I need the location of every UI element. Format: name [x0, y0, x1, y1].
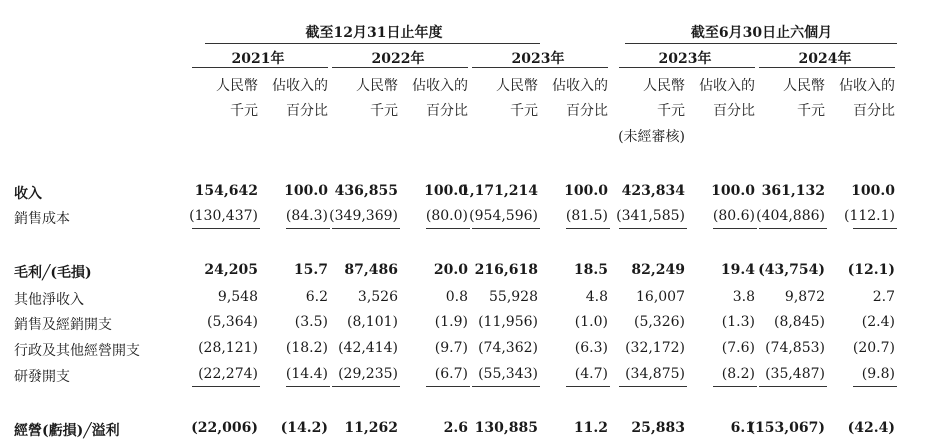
table-cell: (5,326) [633, 314, 685, 330]
header-fiscal-year-group: 截至12月31日止年度 [305, 25, 443, 41]
column-pct-label: 佔收入的 [412, 78, 468, 94]
table-cell: 3.8 [732, 289, 755, 305]
table-cell: 18.5 [573, 262, 608, 278]
column-pct-label-2: 百分比 [426, 103, 468, 119]
subtotal-rule [332, 386, 400, 387]
column-unit-scale: 千元 [370, 103, 398, 119]
table-cell: (2.4) [861, 314, 895, 330]
table-cell: 82,249 [631, 262, 685, 278]
table-cell: (14.2) [280, 420, 328, 436]
row-label: 行政及其他經營開支 [14, 343, 140, 359]
table-cell: (18.2) [285, 340, 328, 356]
table-cell: 100.0 [711, 183, 755, 199]
table-cell: (7.6) [721, 340, 755, 356]
table-cell: 87,486 [344, 262, 398, 278]
table-cell: 6.1 [730, 420, 755, 436]
table-cell: 154,642 [194, 183, 258, 199]
subtotal-rule [426, 386, 470, 387]
subtotal-rule [332, 228, 400, 229]
table-cell: (35,487) [765, 366, 825, 382]
table-cell: 6.2 [305, 289, 328, 305]
table-cell: (1.0) [574, 314, 608, 330]
table-cell: (1.9) [434, 314, 468, 330]
table-cell: (8,845) [773, 314, 825, 330]
column-year: 2024年 [798, 51, 852, 67]
row-label: 銷售及經銷開支 [14, 317, 112, 333]
subtotal-rule [759, 386, 827, 387]
column-unit-scale: 千元 [657, 103, 685, 119]
table-cell: 361,132 [761, 183, 825, 199]
table-cell: 24,205 [204, 262, 258, 278]
column-year-rule [332, 67, 468, 68]
column-unit-currency: 人民幣 [496, 78, 538, 94]
table-cell: (74,853) [765, 340, 825, 356]
table-cell: 15.7 [293, 262, 328, 278]
table-cell: (341,585) [616, 208, 685, 224]
table-cell: 16,007 [636, 289, 685, 305]
column-pct-label: 佔收入的 [839, 78, 895, 94]
table-cell: 423,834 [621, 183, 685, 199]
table-cell: (14.4) [285, 366, 328, 382]
subtotal-rule [713, 386, 757, 387]
table-cell: (20.7) [852, 340, 895, 356]
table-cell: 25,883 [631, 420, 685, 436]
table-cell: (22,274) [198, 366, 258, 382]
header-fiscal-year-rule [205, 43, 540, 44]
table-cell: (1.3) [721, 314, 755, 330]
subtotal-rule [713, 228, 757, 229]
column-pct-label: 佔收入的 [552, 78, 608, 94]
subtotal-rule [192, 228, 260, 229]
column-unit-scale: 千元 [510, 103, 538, 119]
table-cell: (8.2) [721, 366, 755, 382]
column-pct-label-2: 百分比 [713, 103, 755, 119]
table-cell: (4.7) [574, 366, 608, 382]
table-cell: 100.0 [564, 183, 608, 199]
table-cell: (34,875) [625, 366, 685, 382]
column-unit-currency: 人民幣 [783, 78, 825, 94]
column-note: (未經審核) [618, 129, 685, 145]
table-cell: (404,886) [756, 208, 825, 224]
table-cell: (11,956) [478, 314, 538, 330]
table-cell: (80.6) [712, 208, 755, 224]
column-pct-label: 佔收入的 [272, 78, 328, 94]
row-label: 其他淨收入 [14, 292, 84, 308]
subtotal-rule [853, 386, 897, 387]
table-cell: (32,172) [625, 340, 685, 356]
subtotal-rule [286, 228, 330, 229]
column-year-rule [619, 67, 755, 68]
table-cell: (8,101) [346, 314, 398, 330]
row-label: 研發開支 [14, 369, 70, 385]
table-cell: (43,754) [758, 262, 825, 278]
header-half-year-group: 截至6月30日止六個月 [690, 25, 833, 41]
column-unit-scale: 千元 [797, 103, 825, 119]
table-cell: 2.6 [443, 420, 468, 436]
table-cell: 11.2 [573, 420, 608, 436]
subtotal-rule [566, 386, 610, 387]
subtotal-rule [853, 228, 897, 229]
table-cell: 0.8 [445, 289, 468, 305]
subtotal-rule [426, 228, 470, 229]
table-cell: (29,235) [338, 366, 398, 382]
row-label: 經營(虧損)╱溢利 [14, 423, 120, 439]
row-label: 銷售成本 [14, 211, 70, 227]
table-cell: (42.4) [847, 420, 895, 436]
column-year-rule [759, 67, 895, 68]
table-cell: (84.3) [285, 208, 328, 224]
table-cell: 3,526 [357, 289, 398, 305]
table-cell: (349,369) [329, 208, 398, 224]
table-cell: (22,006) [191, 420, 258, 436]
header-half-year-rule [625, 43, 897, 44]
subtotal-rule [759, 228, 827, 229]
subtotal-rule [566, 228, 610, 229]
column-year: 2021年 [231, 51, 285, 67]
table-cell: (6.7) [434, 366, 468, 382]
table-cell: (55,343) [478, 366, 538, 382]
table-cell: 130,885 [474, 420, 538, 436]
table-cell: (42,414) [338, 340, 398, 356]
table-cell: 4.8 [585, 289, 608, 305]
table-cell: (5,364) [206, 314, 258, 330]
table-cell: 100.0 [284, 183, 328, 199]
column-year: 2023年 [658, 51, 712, 67]
table-cell: 216,618 [474, 262, 538, 278]
table-cell: (74,362) [478, 340, 538, 356]
column-year: 2023年 [511, 51, 565, 67]
table-cell: (9.8) [861, 366, 895, 382]
column-year-rule [472, 67, 608, 68]
table-cell: 9,872 [784, 289, 825, 305]
table-cell: 11,262 [344, 420, 398, 436]
table-cell: 9,548 [217, 289, 258, 305]
subtotal-rule [472, 228, 540, 229]
table-cell: (153,067) [748, 420, 825, 436]
table-cell: (12.1) [847, 262, 895, 278]
table-cell: 100.0 [424, 183, 468, 199]
column-pct-label-2: 百分比 [286, 103, 328, 119]
table-cell: (9.7) [434, 340, 468, 356]
table-cell: (954,596) [469, 208, 538, 224]
table-cell: 20.0 [433, 262, 468, 278]
table-cell: 19.4 [720, 262, 755, 278]
table-cell: (112.1) [843, 208, 895, 224]
column-unit-scale: 千元 [230, 103, 258, 119]
subtotal-rule [619, 228, 687, 229]
column-pct-label-2: 百分比 [566, 103, 608, 119]
table-cell: 100.0 [851, 183, 895, 199]
row-label: 收入 [14, 186, 42, 202]
column-unit-currency: 人民幣 [643, 78, 685, 94]
column-year-rule [192, 67, 328, 68]
row-label: 毛利╱(毛損) [14, 265, 92, 281]
table-cell: (6.3) [574, 340, 608, 356]
column-unit-currency: 人民幣 [216, 78, 258, 94]
table-cell: (81.5) [565, 208, 608, 224]
table-cell: (28,121) [198, 340, 258, 356]
column-pct-label: 佔收入的 [699, 78, 755, 94]
table-cell: 55,928 [489, 289, 538, 305]
table-cell: (80.0) [425, 208, 468, 224]
table-cell: 1,171,214 [460, 183, 538, 199]
table-cell: (3.5) [294, 314, 328, 330]
table-cell: (130,437) [189, 208, 258, 224]
column-year: 2022年 [371, 51, 425, 67]
column-pct-label-2: 百分比 [853, 103, 895, 119]
table-cell: 436,855 [334, 183, 398, 199]
subtotal-rule [192, 386, 260, 387]
column-unit-currency: 人民幣 [356, 78, 398, 94]
table-cell: 2.7 [872, 289, 895, 305]
subtotal-rule [286, 386, 330, 387]
subtotal-rule [619, 386, 687, 387]
subtotal-rule [472, 386, 540, 387]
